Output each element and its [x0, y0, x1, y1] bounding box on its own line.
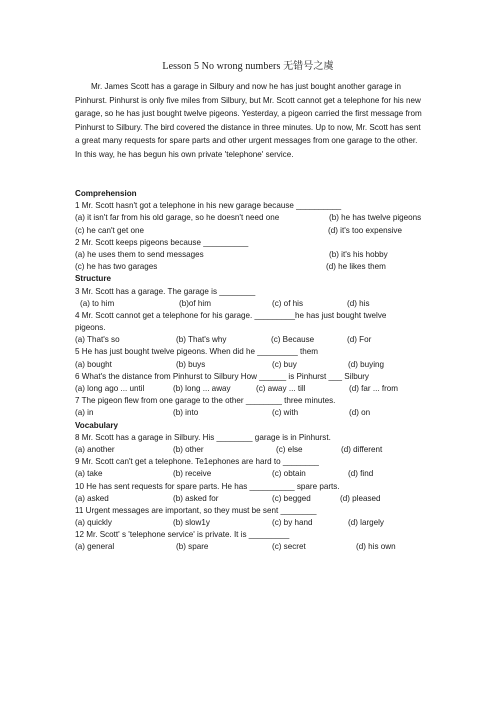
option-1c: (c) he can't get one	[75, 225, 145, 235]
option-6d: (d) far ... from	[349, 384, 399, 394]
option-7d: (d) on	[349, 408, 371, 418]
option-11c: (c) by hand	[272, 518, 313, 528]
option-4a: (a) That's so	[75, 335, 120, 345]
question-8-options	[75, 444, 423, 456]
option-10c: (c) begged	[272, 493, 311, 503]
lesson-title: Lesson 5 No wrong numbers 无错号之虞	[162, 61, 334, 72]
option-5c: (c) buy	[272, 359, 297, 369]
option-4c: (c) Because	[271, 335, 315, 345]
question-6-options	[75, 383, 423, 395]
question-1: 1 Mr. Scott hasn't got a telephone in his new garage because __________	[75, 201, 342, 211]
question-3: 3 Mr. Scott has a garage. The garage is ________	[75, 286, 256, 296]
question-1-options-row1	[75, 212, 423, 224]
option-10b: (b) asked for	[173, 493, 219, 503]
structure-heading: Structure	[75, 274, 111, 284]
exercise-section	[75, 188, 423, 554]
question-7-options	[75, 407, 423, 419]
vocabulary-heading: Vocabulary	[75, 420, 119, 430]
option-1d: (d) it's too expensive	[328, 225, 402, 235]
question-4-options	[75, 334, 423, 346]
question-9-options	[75, 468, 423, 480]
question-2: 2 Mr. Scott keeps pigeons because __________	[75, 237, 249, 247]
passage-paragraph: Mr. James Scott has a garage in Silbury and now he has just bought another garage in Pinhurst. Pinhurst is only five miles from Silbury, but Mr. Scott cannot get a telephone for his new garage, so he has just bought twelve pigeons. Yesterday, a pigeon carried the first message from Pinhurst to Silbury. The bird covered the distance in three minutes. Up to now, Mr. Scott has sent a great many requests for spare parts and other urgent messages from one garage to the other. In this way, he has begun his own private 'telephone' service.	[75, 82, 422, 159]
option-10a: (a) asked	[75, 493, 109, 503]
question-11-options	[75, 517, 423, 529]
option-5b: (b) buys	[176, 359, 206, 369]
option-2d: (d) he likes them	[326, 262, 386, 272]
option-3c: (c) of his	[272, 298, 304, 308]
option-9a: (a) take	[75, 469, 103, 479]
question-1-options-row2	[75, 225, 423, 237]
option-9b: (b) receive	[173, 469, 212, 479]
option-7b: (b) into	[173, 408, 199, 418]
question-9: 9 Mr. Scott can't get a telephone. Te1ephones are hard to ________	[75, 457, 319, 467]
option-11d: (d) largely	[348, 518, 384, 528]
option-8d: (d) different	[341, 444, 383, 454]
option-6c: (c) away ... till	[256, 384, 306, 394]
option-7c: (c) with	[272, 408, 299, 418]
option-6a: (a) long ago ... until	[75, 384, 145, 394]
option-9d: (d) find	[348, 469, 374, 479]
option-11a: (a) quickly	[75, 518, 112, 528]
option-2c: (c) he has two garages	[75, 262, 158, 272]
option-10d: (d) pleased	[340, 493, 381, 503]
option-3b: (b)of him	[179, 298, 211, 308]
question-10-options	[75, 493, 423, 505]
option-6b: (b) long ... away	[173, 384, 231, 394]
option-3d: (d) his	[347, 298, 370, 308]
option-1b: (b) he has twelve pigeons	[329, 213, 422, 223]
comprehension-heading: Comprehension	[75, 189, 137, 198]
option-11b: (b) slow1y	[173, 518, 210, 528]
option-1a: (a) it isn't far from his old garage, so he doesn't need one	[75, 213, 280, 223]
option-2b: (b) it's his hobby	[329, 249, 388, 259]
question-5: 5 He has just bought twelve pigeons. When did he _________ them	[75, 347, 318, 357]
question-5-options	[75, 359, 423, 371]
question-12-options	[75, 541, 423, 553]
option-12c: (c) secret	[272, 542, 306, 552]
option-8b: (b) other	[173, 444, 204, 454]
option-3a: (a) to him	[80, 298, 115, 308]
option-2a: (a) he uses them to send messages	[75, 249, 204, 259]
option-4d: (d) For	[347, 335, 372, 345]
option-5d: (d) buying	[348, 359, 384, 369]
question-7: 7 The pigeon flew from one garage to the other ________ three minutes.	[75, 396, 336, 406]
question-2-options-row2	[75, 261, 423, 273]
question-11: 11 Urgent messages are important, so they must be sent ________	[75, 505, 317, 515]
question-10: 10 He has sent requests for spare parts. He has __________ spare parts.	[75, 481, 340, 491]
question-2-options-row1	[75, 249, 423, 261]
option-7a: (a) in	[75, 408, 94, 418]
question-3-options	[75, 298, 423, 310]
question-12: 12 Mr. Scott' s 'telephone service' is private. It is _________	[75, 530, 290, 540]
question-8: 8 Mr. Scott has a garage in Silbury. His ________ garage is in Pinhurst.	[75, 432, 331, 442]
option-5a: (a) bought	[75, 359, 112, 369]
option-12d: (d) his own	[356, 542, 396, 552]
question-4: 4 Mr. Scott cannot get a telephone for his garage. _________he has just bought twelve pigeons.	[75, 310, 387, 333]
option-4b: (b) That's why	[176, 335, 227, 345]
option-12b: (b) spare	[176, 542, 209, 552]
option-12a: (a) general	[75, 542, 115, 552]
option-9c: (c) obtain	[272, 469, 306, 479]
question-6: 6 What's the distance from Pinhurst to Silbury How ______ is Pinhurst ___ Silbury	[75, 371, 369, 381]
option-8a: (a) another	[75, 444, 115, 454]
option-8c: (c) else	[276, 444, 303, 454]
